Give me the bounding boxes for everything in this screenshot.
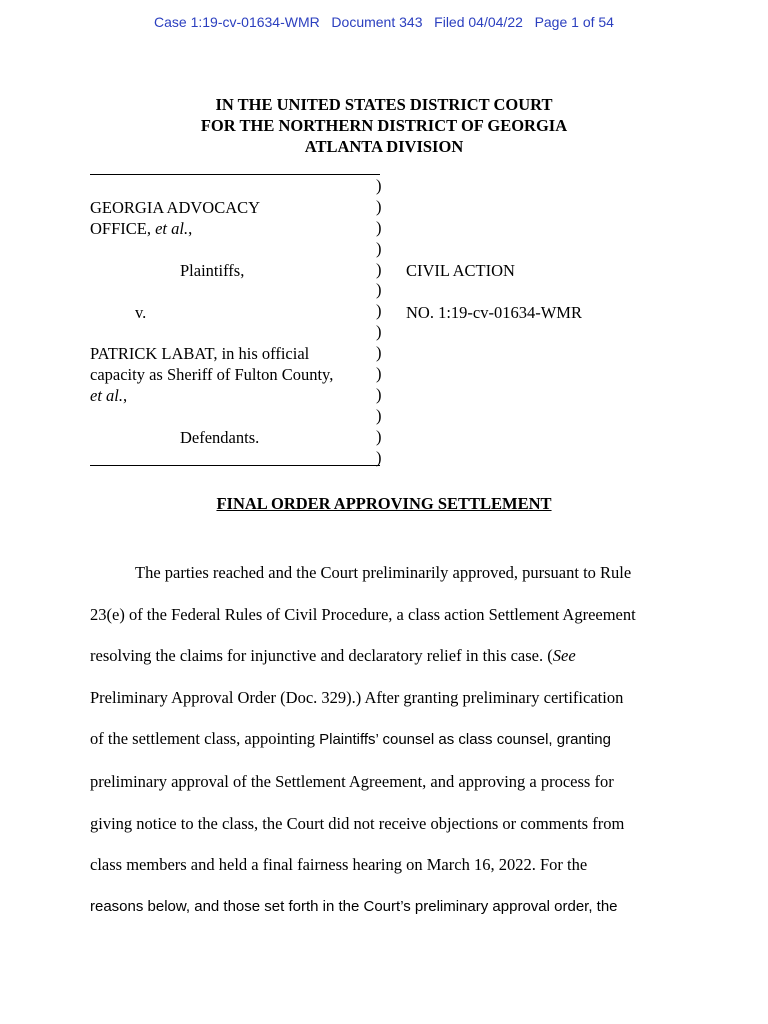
caption-top-rule: [90, 174, 380, 175]
body-line: reasons below, and those set forth in the Court’s preliminary approval order, the: [90, 897, 618, 915]
caption-bottom-rule: [90, 465, 380, 466]
document-number-stamp: Document 343: [331, 14, 423, 30]
court-line-3: ATLANTA DIVISION: [304, 137, 464, 156]
filed-date-stamp: Filed 04/04/22: [434, 14, 523, 30]
body-line: class members and held a final fairness hearing on March 16, 2022. For the: [90, 855, 588, 875]
body-line: preliminary approval of the Settlement Agreement, and approving a process for: [90, 771, 614, 791]
body-line: The parties reached and the Court preliminarily approved, pursuant to Rule: [135, 563, 632, 582]
civil-action-label: CIVIL ACTION: [406, 261, 515, 280]
plaintiffs-label: Plaintiffs,: [180, 261, 245, 280]
case-number-stamp: Case 1:19-cv-01634-WMR: [154, 14, 320, 30]
defendant-name-line-1: PATRICK LABAT, in his official: [90, 344, 310, 363]
court-line-2: FOR THE NORTHERN DISTRICT OF GEORGIA: [200, 116, 568, 135]
body-line: 23(e) of the Federal Rules of Civil Procedure, a class action Settlement Agreement: [90, 604, 636, 624]
page-count-stamp: Page 1 of 54: [534, 14, 614, 30]
order-title: FINAL ORDER APPROVING SETTLEMENT: [216, 494, 552, 513]
caption-paren-column: ) ) ) ) ) ) ) ) ) ) ) ) ) ): [376, 176, 382, 467]
civil-action-number: NO. 1:19-cv-01634-WMR: [406, 303, 582, 322]
body-line: of the settlement class, appointing Plaintiffs’ counsel as class counsel, granting: [90, 729, 611, 749]
defendants-label: Defendants.: [180, 428, 260, 447]
versus-label: v.: [135, 303, 147, 322]
plaintiff-name-line-1: GEORGIA ADVOCACY: [90, 198, 261, 217]
defendant-name-line-3: et al.,: [90, 386, 128, 405]
body-line: Preliminary Approval Order (Doc. 329).) After granting preliminary certification: [90, 687, 624, 707]
body-line: resolving the claims for injunctive and declaratory relief in this case. (See: [90, 646, 576, 666]
filing-stamp: [0, 14, 768, 30]
defendant-name-line-2: capacity as Sheriff of Fulton County,: [90, 365, 334, 384]
court-heading: [0, 94, 768, 157]
court-line-1: IN THE UNITED STATES DISTRICT COURT: [215, 95, 553, 114]
order-body: [90, 552, 680, 927]
plaintiff-name-line-2: OFFICE, et al.,: [90, 219, 193, 238]
body-line: giving notice to the class, the Court did not receive objections or comments from: [90, 813, 625, 833]
